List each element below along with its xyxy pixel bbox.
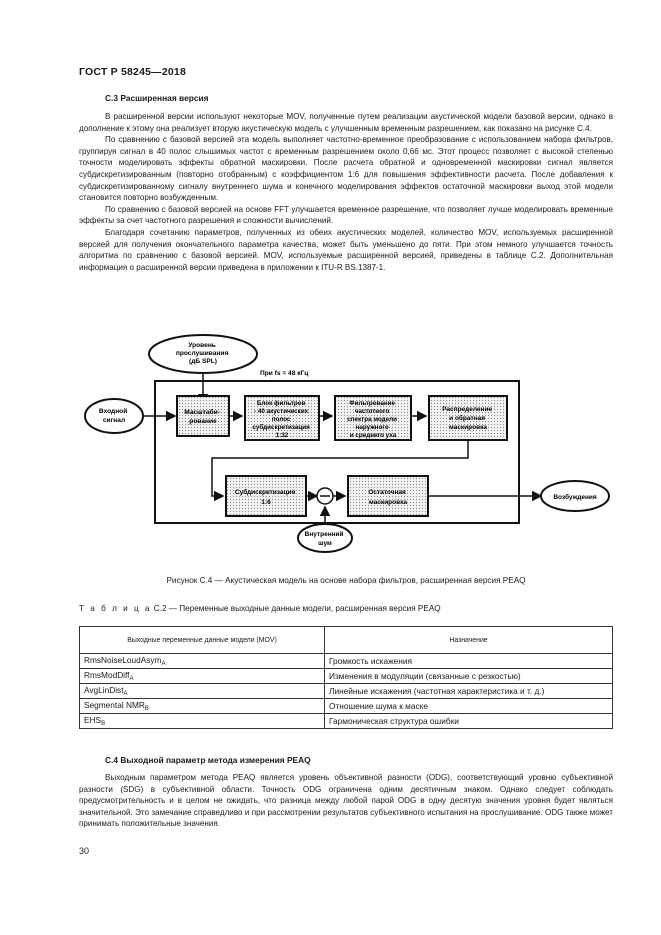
table-row: AvgLinDist$_A$ Линейные искажения (частотная характеристика и т. д.) [80,684,613,699]
mov-table [79,626,613,729]
table-header: Назначение [325,627,613,654]
acoustic-model-diagram [79,333,613,563]
residual-masking-block [348,476,428,516]
svg-text:Фильтрование частотного: Фильтрование частотного спектра модели наружного и среднего уха [347,400,398,439]
level-line: Уровень [188,342,216,349]
table-row: RmsModDiff$_A$ Изменения в модуляции (связанные с резкостью) [80,669,613,684]
section-c4-title: С.4 Выходной параметр метода измерения PEAQ [105,755,311,765]
svg-text:Распределение и обратная: Распределение и обратная маскировка [442,406,493,431]
figure-caption: Рисунок С.4 — Акустическая модель на основе набора фильтров, расширенная версия PEAQ [166,576,526,585]
svg-text:Остаточная маскировка: Остаточная маскировка [368,489,408,506]
section-c4-body [79,772,613,830]
svg-text:Субдискретизация 1:6: Субдискретизация 1:6 [234,489,296,506]
table-row: $EHS_B$ Гармоническая структура ошибки [80,714,613,729]
table-row: RmsNoiseLoudAsym$_A$ Громкость искажения [80,654,613,669]
internal-noise-ellipse [298,524,352,552]
scaling-block [177,396,229,436]
sampling-label: При fs = 48 кГц [260,370,309,377]
svg-text:Внутренний шум: Внутренний шум [304,531,344,547]
input-line: Входной [98,408,128,415]
input-line: сигнал [102,417,126,424]
level-line: прослушивания [175,350,229,357]
input-signal-ellipse [85,399,143,433]
section-c3-body [79,111,613,273]
table-header: Выходные переменные данные модели (MOV) [80,627,325,654]
paragraph: По сравнению с базовой версией эта модель выполняет частотно-временное преобразование с использованием набора фильтров, группируя сигнал в 40 полос слышимых частот с временным разрешением около 0,66 мс. Этот процесс позволяет с высокой степенью точности моделировать эффекты обратной маскировки. После расчета обратной и одновременной маскировки сигнал является субдискретизированным (повторно отобранным) с коэффициентом 1:6 для повышения эффективности расчета. После добавления к субдискретизированному сигналу внутреннего шума и конечного моделирования эффектов остаточной маскировки выход этой модели становится повторно возбужденным. [79,135,613,203]
svg-text:Масштаби- рование: Масштаби- рование [184,409,220,425]
paragraph: Благодаря сочетанию параметров, полученных из обеих акустических моделей, количество MOV, используемых расширенной версией для получения окончательного параметра качества, может быть уменьшено до пяти. При этом немного улучшается точность алгоритма по сравнению с базовой версией. MOV, используемые расширенной версией, приведены в таблице С.2. Дополнительная информация о расширенной версии приведена в приложении к ITU-R BS.1387-1. [79,227,613,272]
svg-text:Блок фильтров - 40 акуст: Блок фильтров - 40 акустических полос субдискретизация 1:32 [252,400,310,439]
paragraph: Выходным параметром метода PEAQ является уровень объективной разности (ODG), соответствующий уровню субъективной разности (SDG) в субъективной области. Точность ODG ограничена одним десятичным знаком. Однако следует соблюдать предусмотрительность и в целом не ожидать, что разница между любой парой ODG в одну десятую значения уровня будет являться значительной. Это замечание справедливо и при рассмотрении результатов субъективного испытания на прослушивание. ODG также может принимать положительные значения. [79,773,613,829]
table-row: Segmental $NMR_B$ Отношение шума к маске [80,699,613,714]
paragraph: В расширенной версии используют некоторые MOV, полученные путем реализации акустической модели базовой версии, однако в дополнение к этому она реализует вторую акустическую модель с улучшенным временным разрешением, как показано на рисунке С.4. [79,112,613,133]
page-number: 30 [79,846,90,856]
document-header: ГОСТ Р 58245—2018 [79,66,187,78]
section-c3-title: С.3 Расширенная версия [105,93,209,103]
table-title: Т а б л и ц а С.2 — Переменные выходные данные модели, расширенная версия PEAQ [79,604,441,613]
downsample-block [226,476,306,516]
paragraph: По сравнению с базовой версией на основе FFT улучшается временное разрешение, что позволяет лучше моделировать временные эффекты за счет частотного разрешения и сложности вычислений. [79,204,613,226]
level-line: (дБ SPL) [189,358,217,365]
svg-text:Возбуждения: Возбуждения [553,494,597,501]
